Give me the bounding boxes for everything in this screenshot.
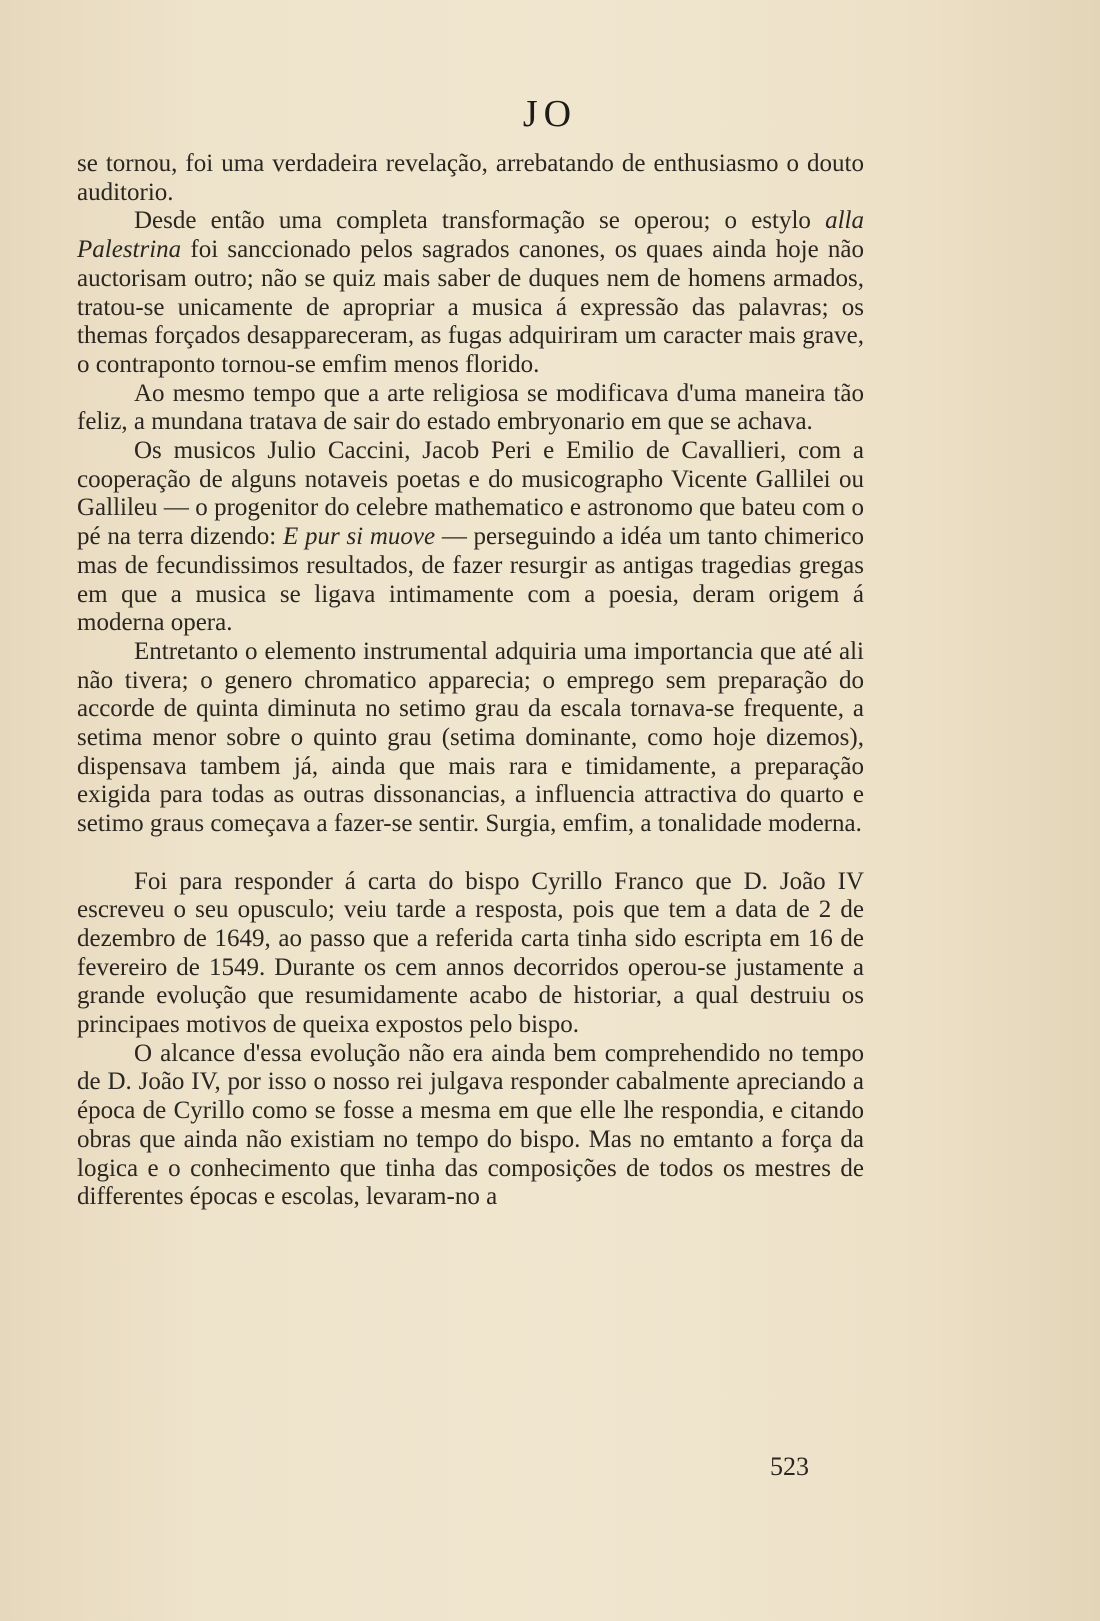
paragraph: Foi para responder á carta do bispo Cyrillo Franco que D. João IV escreveu o seu opusculo; veiu tarde a resposta, pois que tem a data de 2 de dezembro de 1649, ao passo que a referida carta tinha sido escripta em 16 de fevereiro de 1549. Durante os cem annos decorridos operou-se justamente a grande evolução que resumidamente acabo de historiar, a qual destruiu os principaes motivos de queixa expostos pelo bispo.: [77, 867, 864, 1039]
text-body: [77, 150, 864, 1212]
paragraph: Entretanto o elemento instrumental adquiria uma importancia que até ali não tivera; o genero chromatico apparecia; o emprego sem preparação do accorde de quinta diminuta no setimo grau da escala tornava-se frequente, a setima menor sobre o quinto grau (setima dominante, como hoje dizemos), dispensava tambem já, ainda que mais rara e timidamente, a preparação exigida para todas as outras dissonancias, a influencia attractiva do quarto e setimo graus começava a fazer-se sentir. Surgia, emfim, a tonalidade moderna.: [77, 637, 864, 838]
paragraph: O alcance d'essa evolução não era ainda bem comprehendido no tempo de D. João IV, por isso o nosso rei julgava responder cabalmente apreciando a época de Cyrillo como se fosse a mesma em que elle lhe respondia, e citando obras que ainda não existiam no tempo do bispo. Mas no emtanto a força da logica e o conhecimento que tinha das composições de todos os mestres de differentes épocas e escolas, levaram-no a: [77, 1039, 864, 1211]
text-run: foi sanccionado pelos sagrados canones, os quaes ainda hoje não auctorisam outro; não se quiz mais saber de duques nem de homens armados, tratou-se unicamente de apropriar a musica á expressão das palavras; os themas forçados desappareceram, as fugas adquiriram um caracter mais grave, o contraponto tornou-se emfim menos florido.: [77, 236, 864, 378]
paragraph-continuation: se tornou, foi uma verdadeira revelação, arrebatando de enthusiasmo o douto auditorio.: [77, 150, 864, 206]
paragraph: [77, 437, 864, 638]
paragraph: Ao mesmo tempo que a arte religiosa se modificava d'uma maneira tão feliz, a mundana tratava de sair do estado embryonario em que se achava.: [77, 379, 864, 436]
text-run: Os musicos Julio Caccini, Jacob Peri e Emilio de Cavallieri, com a cooperação de alguns notaveis poetas e do musicographo Vicente Gallilei ou Gallileu — o progenitor do celebre mathematico e astronomo que bateu com o pé na terra dizendo:: [77, 437, 864, 551]
running-title: JO: [522, 93, 578, 135]
italic-phrase: alla Palestrina: [77, 207, 864, 264]
italic-phrase: E pur si muove: [282, 523, 436, 551]
page-number: 523: [770, 1452, 809, 1481]
text-run: — perseguindo a idéa um tanto chimerico mas de fecundissimos resultados, de fazer resurgir as antigas tragedias gregas em que a musica se ligava intimamente com a poesia, deram origem á moderna opera.: [77, 523, 864, 637]
text-run: Desde então uma completa transformação se operou; o estylo: [134, 207, 826, 235]
paragraph: [77, 207, 864, 379]
